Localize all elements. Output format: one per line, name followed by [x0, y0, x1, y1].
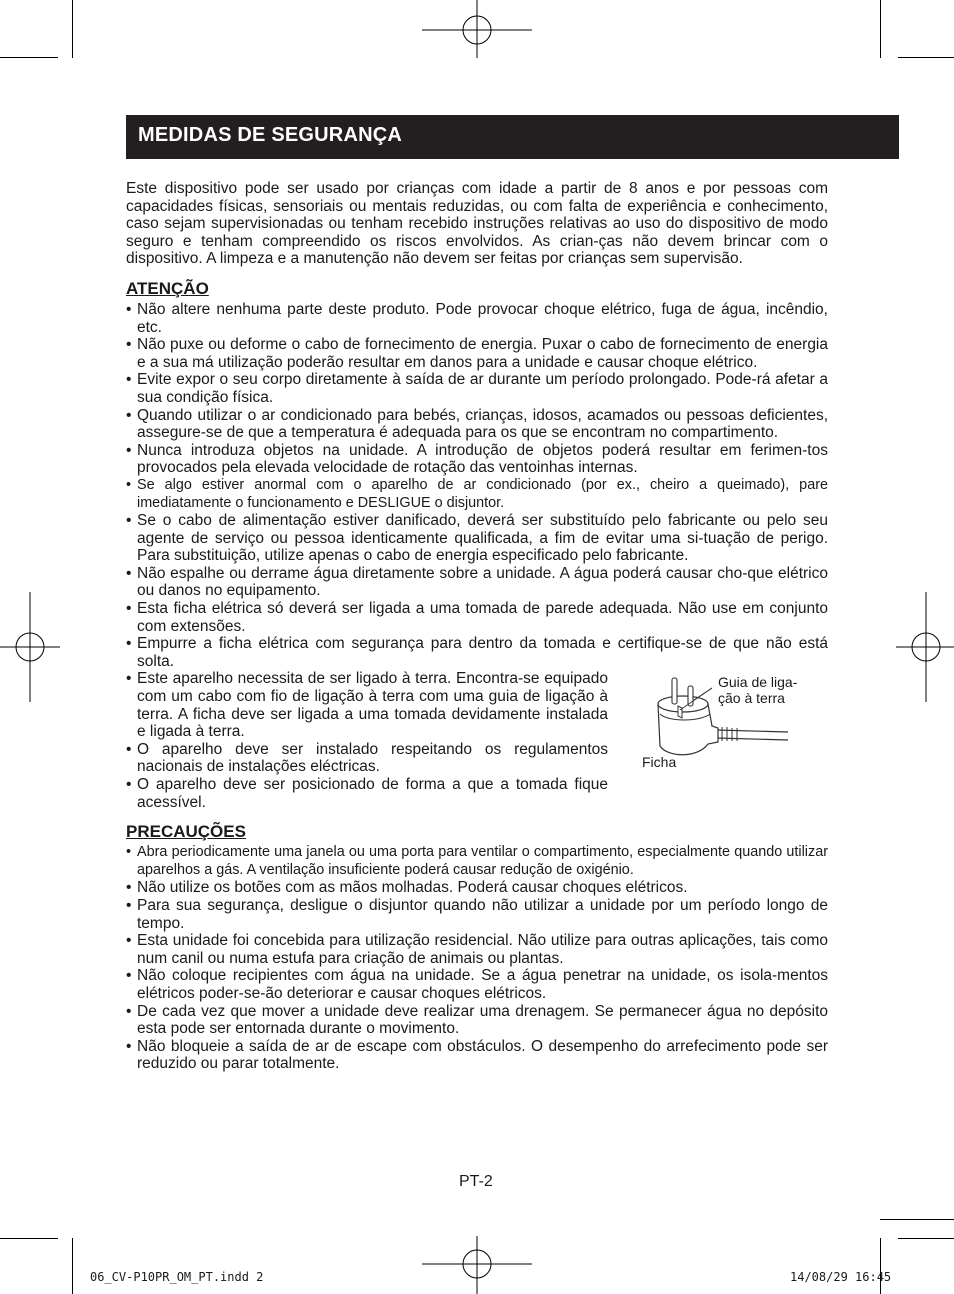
precautions-heading: PRECAUÇÕES: [126, 822, 246, 842]
list-item: • Não puxe ou deforme o cabo de fornecimento de energia. Puxar o cabo de fornecimento de energia e a sua má utilização poderão resultar em danos para a unidade e causar choque elétrico.: [126, 336, 828, 371]
ground-guide-label: [718, 674, 797, 706]
crop-mark: [880, 1219, 954, 1220]
list-item: • Este aparelho necessita de ser ligado à terra. Encontra-se equipado com um cabo com fio de ligação à terra com uma guia de ligação à terra. A ficha deve ser ligada a uma tomada devidamente instalada e ligada à terra.: [126, 670, 608, 740]
earthing-block: [126, 670, 828, 811]
crop-mark: [0, 57, 58, 58]
list-item: • O aparelho deve ser instalado respeitando os regulamentos nacionais de instalações eléctricas.: [126, 741, 608, 776]
list-item: • O aparelho deve ser posicionado de forma a que a tomada fique acessível.: [126, 776, 608, 811]
list-item: • Evite expor o seu corpo diretamente à saída de ar durante um período prolongado. Pode-rá afetar a sua condição física.: [126, 371, 828, 406]
list-item: • Não altere nenhuma parte deste produto. Pode provocar choque elétrico, fuga de água, incêndio, etc.: [126, 301, 828, 336]
attention-heading: ATENÇÃO: [126, 278, 209, 298]
crop-mark: [880, 0, 881, 58]
file-name-slug: 06_CV-P10PR_OM_PT.indd 2: [90, 1270, 264, 1284]
page-number: PT-2: [459, 1173, 493, 1190]
list-item: • Para sua segurança, desligue o disjuntor quando não utilizar a unidade por um período longo de tempo.: [126, 897, 828, 932]
list-item: • Nunca introduza objetos na unidade. A introdução de objetos poderá resultar em ferimen-tos provocados pela elevada velocidade de rotação das ventoinhas internas.: [126, 442, 828, 477]
list-item: • Esta ficha elétrica só deverá ser ligada a uma tomada de parede adequada. Não use em conjunto com extensões.: [126, 600, 828, 635]
registration-mark-top: [422, 0, 532, 60]
crop-mark: [880, 1238, 881, 1294]
intro-paragraph: Este dispositivo pode ser usado por crianças com idade a partir de 8 anos e por pessoas com capacidades físicas, sensoriais ou mentais reduzidas, ou com falta de experiência e conhecimento, caso sejam supervisionadas ou tenham recebido instruções relativas ao uso do dispositivo de modo seguro e tenham compreendido os riscos envolvidos. As crian-ças não devem brincar com o dispositivo. A limpeza e a manutenção não devem ser feitas por crianças sem supervisão.: [126, 180, 828, 268]
list-item: • Não utilize os botões com as mãos molhadas. Poderá causar choques elétricos.: [126, 879, 828, 897]
main-content: [126, 180, 828, 1073]
registration-mark-bottom: [422, 1236, 532, 1294]
attention-list: [126, 301, 828, 670]
list-item: • Se algo estiver anormal com o aparelho de ar condicionado (por ex., cheiro a queimado), pare imediatamente o funcionamento e DESLIGUE o disjuntor.: [126, 477, 828, 512]
list-item: • Não bloqueie a saída de ar de escape com obstáculos. O desempenho do arrefecimento pode ser reduzido ou parar totalmente.: [126, 1038, 828, 1073]
list-item: • Quando utilizar o ar condicionado para bebés, crianças, idosos, acamados ou pessoas deficientes, assegure-se de que a temperatura é adequada para os que se encontram no compartimento.: [126, 407, 828, 442]
list-item: • Empurre a ficha elétrica com segurança para dentro da tomada e certifique-se de que não está solta.: [126, 635, 828, 670]
crop-mark: [72, 0, 73, 58]
crop-mark: [898, 57, 954, 58]
ground-guide-label-line1: Guia de liga-: [718, 674, 798, 691]
plug-illustration: [638, 672, 828, 782]
list-item: • Não espalhe ou derrame água diretamente sobre a unidade. A água poderá causar cho-que elétrico ou danos no equipamento.: [126, 565, 828, 600]
crop-mark: [72, 1238, 73, 1294]
precautions-list: [126, 844, 828, 1073]
list-item: • Esta unidade foi concebida para utilização residencial. Não utilize para outras aplicações, tais como num canil ou numa estufa para criação de animais ou plantas.: [126, 932, 828, 967]
registration-mark-left: [0, 592, 60, 702]
list-item: • Abra periodicamente uma janela ou uma porta para ventilar o compartimento, especialmente quando utilizar aparelhos a gás. A ventilação insuficiente poderá causar redução de oxigénio.: [126, 844, 828, 879]
list-item: • De cada vez que mover a unidade deve realizar uma drenagem. Se permanecer água no depósito esta pode ser entornada durante o movimento.: [126, 1003, 828, 1038]
ground-guide-label-line2: ção à terra: [718, 690, 785, 707]
list-item: • Não coloque recipientes com água na unidade. Se a água penetrar na unidade, os isola-mentos elétricos poder-se-ão deteriorar e causar choques elétricos.: [126, 967, 828, 1002]
crop-mark: [0, 1238, 58, 1239]
registration-mark-right: [896, 592, 954, 702]
timestamp-slug: 14/08/29 16:45: [790, 1270, 892, 1284]
list-item: • Se o cabo de alimentação estiver danificado, deverá ser substituído pelo fabricante ou pelo seu agente de serviço ou pessoa identicamente qualificada, a fim de evitar uma si-tuação de perigo. Para substituição, utilize apenas o cabo de energia especificado pelo fabricante.: [126, 512, 828, 565]
crop-mark: [898, 1238, 954, 1239]
plug-label: Ficha: [642, 754, 677, 771]
section-header-bar: [126, 115, 899, 159]
earthing-list: [126, 670, 608, 811]
page-title: MEDIDAS DE SEGURANÇA: [138, 124, 403, 146]
